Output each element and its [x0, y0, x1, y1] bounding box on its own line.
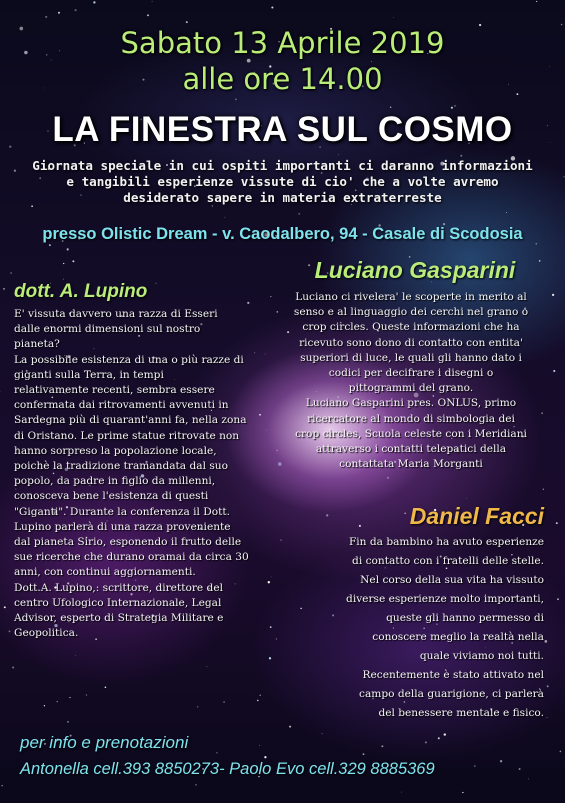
intro-line: Giornata speciale in cui ospiti importanti ci daranno informazioni	[32, 158, 533, 173]
star	[466, 498, 467, 499]
star	[280, 539, 281, 540]
star	[67, 721, 69, 723]
intro-line: desiderato sapere in materia extraterreste	[123, 190, 442, 205]
star	[45, 16, 47, 18]
bio-line: crop circles, Scuola celeste con i Meridiani	[295, 427, 527, 440]
bio-line: La possibile esistenza di una o più razze di	[14, 353, 244, 366]
star	[401, 792, 402, 793]
bio-line: hanno sorpreso la popolazione locale,	[14, 444, 217, 457]
event-date: Sabato 13 Aprile 2019	[120, 26, 445, 60]
star	[438, 737, 440, 739]
star	[223, 701, 225, 703]
bio-line: di contatto con i fratelli delle stelle.	[352, 555, 544, 567]
star	[247, 302, 249, 304]
star	[9, 630, 11, 632]
star	[67, 248, 69, 250]
bio-line: pittogrammi del grano.	[348, 382, 474, 395]
star	[216, 752, 218, 754]
bio-line: di Oristano. Le prime statue ritrovate non	[14, 429, 240, 442]
star	[86, 694, 87, 695]
star	[547, 685, 549, 687]
star	[195, 784, 197, 786]
contact-phones: Antonella cell.393 8850273- Paolo Evo cell.329 8885369	[20, 760, 435, 778]
star	[381, 745, 383, 747]
star	[536, 1, 537, 2]
star	[444, 733, 446, 735]
info-label: per info e prenotazioni	[20, 733, 189, 752]
bio-line: ricercatore al mondo di simbologia dei	[307, 412, 515, 425]
star	[235, 99, 237, 101]
bio-line: del benessere mentale e fisico.	[378, 707, 544, 719]
star	[451, 107, 453, 109]
bio-line: relativamente recenti, sembra essere	[14, 384, 215, 397]
star	[44, 705, 45, 706]
star	[259, 694, 261, 696]
bio-line: Sardegna più di quarant'anni fa, nella zona	[14, 414, 247, 427]
star	[519, 768, 521, 770]
event-time: alle ore 14.00	[182, 62, 383, 96]
bio-line: Geopolitica.	[14, 627, 79, 640]
event-title: LA FINESTRA SUL COSMO	[52, 110, 513, 149]
star	[69, 697, 70, 698]
star	[269, 657, 271, 659]
bio-line: conoscere meglio la realtà nella	[372, 631, 544, 643]
speaker-gasparini-bio	[276, 290, 546, 472]
star	[156, 283, 157, 284]
speaker-gasparini-name: Luciano Gasparini	[314, 257, 516, 283]
bio-line: pianeta?	[14, 338, 60, 351]
bio-line: Recentemente è stato attivato nel	[362, 669, 544, 681]
bio-line: dalle enormi dimensioni sul nostro	[14, 323, 201, 336]
star	[547, 717, 548, 718]
bio-line: Nel corso della sua vita ha vissuto	[360, 574, 544, 586]
bio-line: Dott.A. Lupino,: scrittore, direttore del	[14, 581, 223, 594]
bio-line: sue ricerche che durano oramai da circa 30	[14, 551, 249, 564]
bio-line: ricevuto sono dono di contatto con entita'	[299, 336, 523, 349]
star	[197, 706, 198, 707]
star	[58, 12, 60, 14]
bio-line: Lupino parlerà di una razza proveniente	[14, 520, 231, 533]
bio-line: centro Ufologico Internazionale, Legal	[14, 596, 222, 609]
star	[257, 700, 258, 701]
speaker-lupino-name: dott. A. Lupino	[14, 281, 148, 302]
bio-line: giganti sulla Terra, in tempi	[14, 368, 164, 381]
bio-line: diverse esperienze molto importanti,	[346, 593, 544, 605]
star	[338, 154, 339, 155]
star	[544, 640, 547, 643]
star	[10, 272, 12, 274]
star	[259, 745, 260, 746]
bio-line: "Giganti". Durante la conferenza il Dott.	[14, 505, 231, 518]
star	[3, 288, 4, 289]
bio-line: poichè la tradizione tramandata dal suo	[14, 460, 228, 473]
star	[57, 701, 58, 702]
star	[72, 260, 74, 262]
star	[93, 1, 95, 3]
star	[147, 14, 149, 16]
star	[105, 686, 107, 688]
speaker-lupino-bio	[14, 307, 276, 641]
star	[462, 792, 463, 793]
star	[390, 107, 392, 109]
star	[557, 598, 559, 600]
star	[4, 606, 6, 608]
star	[271, 6, 273, 8]
star	[556, 522, 558, 524]
star	[425, 741, 427, 743]
star	[63, 263, 64, 264]
star	[543, 489, 544, 490]
star	[75, 9, 77, 11]
star	[322, 733, 323, 734]
bio-line: E' vissuta davvero una razza di Esseri	[14, 308, 218, 320]
star	[186, 21, 188, 23]
star	[474, 765, 476, 767]
star	[289, 726, 291, 728]
speaker-facci-bio	[286, 533, 544, 723]
star	[552, 294, 554, 296]
bio-line: anni, con continui aggiornamenti.	[14, 566, 196, 579]
bio-line: confermata dai ritrovamenti avvenuti in	[14, 399, 229, 412]
event-venue: presso Olistic Dream - v. Caodalbero, 94 - Casale di Scodosia	[42, 225, 523, 243]
bio-line: codici per decifrare i disegni o	[328, 367, 494, 380]
bio-line: senso e al linguaggio dei cerchi nel grano o	[293, 306, 529, 319]
bio-line: Advisor, esperto di Strategia Militare e	[14, 612, 224, 625]
bio-line: conosceva bene l'esistenza di questi	[14, 490, 209, 503]
bio-line: superiori di luce, le quali gli hanno dato i	[300, 351, 522, 364]
star	[387, 477, 389, 479]
star	[460, 155, 462, 157]
speaker-facci-name: Daniel Facci	[409, 503, 544, 529]
bio-line: dal pianeta Sirio, esponendo il frutto delle	[14, 536, 242, 549]
star	[2, 785, 3, 786]
bio-line: Fin da bambino ha avuto esperienze	[348, 536, 544, 548]
intro-line: e tangibili esperienze vissute di cio' che a volte avremo	[66, 174, 499, 189]
event-intro	[10, 158, 555, 206]
star	[152, 1, 153, 2]
star	[225, 217, 226, 218]
star	[363, 753, 365, 755]
bio-line: popolo, da padre in figlio da millenni,	[14, 475, 216, 488]
star	[75, 656, 76, 657]
star	[528, 778, 529, 779]
star	[270, 296, 271, 297]
star	[206, 666, 207, 667]
bio-line: campo della guarigione, ci parlerà	[359, 688, 544, 700]
star	[454, 105, 455, 106]
bio-line: attraverso i contatti telepatici della	[315, 443, 507, 456]
star	[553, 370, 555, 372]
star	[506, 212, 507, 213]
bio-line: Luciano Gasparini pres. ONLUS, primo	[305, 397, 517, 410]
bio-line: Luciano ci rivelera' le scoperte in merito al	[295, 291, 527, 303]
star	[49, 244, 51, 246]
bio-line: contattata Maria Morganti	[339, 458, 483, 471]
star	[12, 667, 14, 669]
star	[500, 760, 502, 762]
star	[560, 751, 562, 753]
bio-line: queste gli hanno permesso di	[386, 612, 544, 624]
star	[299, 213, 300, 214]
bio-line: quale viviamo noi tutti.	[419, 650, 544, 662]
star	[393, 17, 394, 18]
bio-line: crop circles. Queste informazioni che ha	[302, 321, 520, 334]
